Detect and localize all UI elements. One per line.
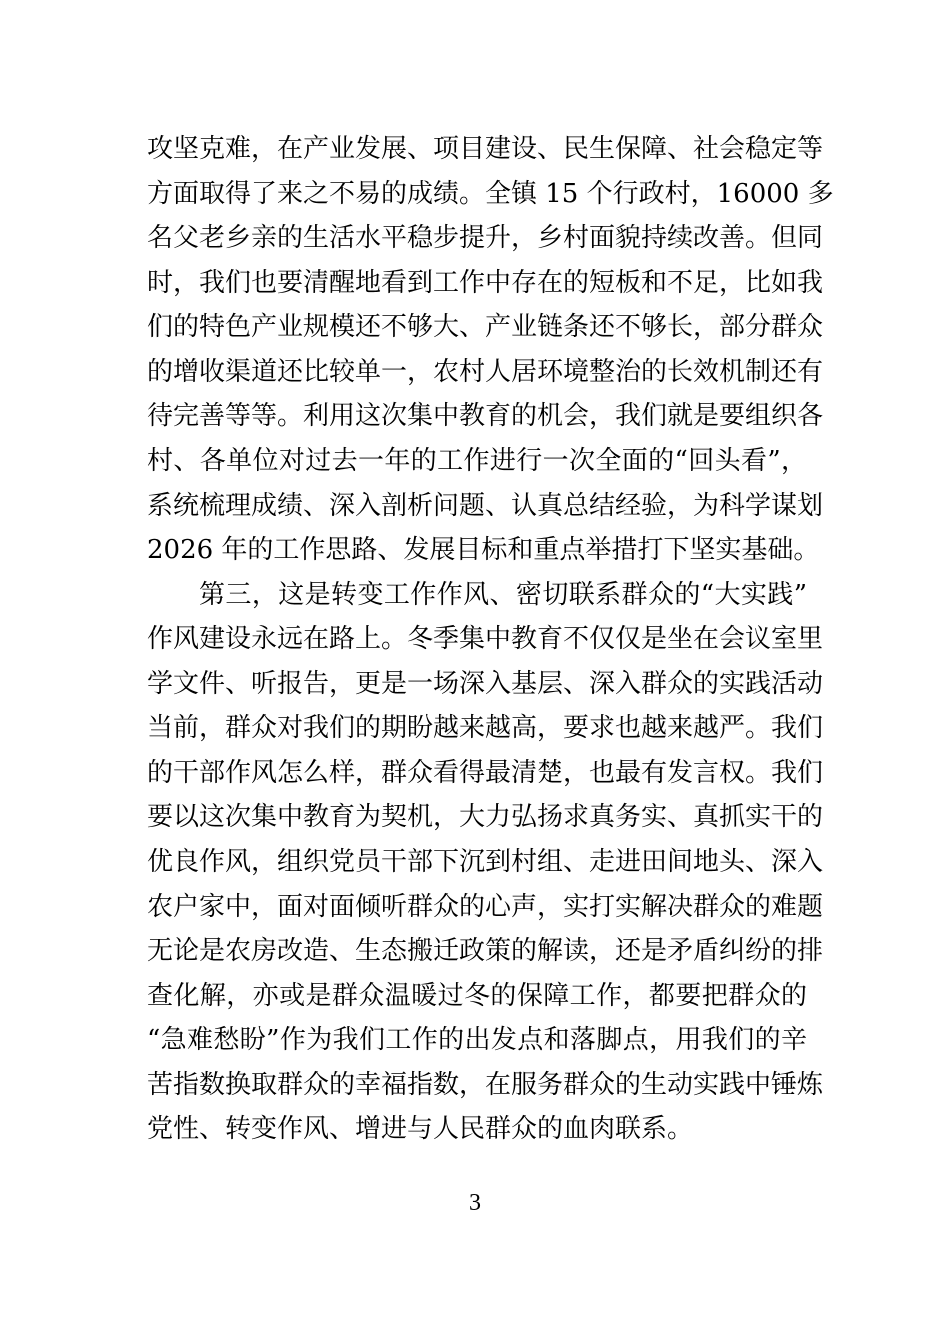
paragraph-2-line-4: 当前，群众对我们的期盼越来越高，要求也越来越严。我们 — [147, 713, 824, 743]
paragraph-2-line-3: 学文件、听报告，更是一场深入基层、深入群众的实践活动 — [147, 669, 824, 699]
paragraph-1-line-4: 时，我们也要清醒地看到工作中存在的短板和不足，比如我 — [147, 268, 824, 298]
paragraph-2-line-11: “急难愁盼”作为我们工作的出发点和落脚点，用我们的辛 — [147, 1025, 807, 1055]
paragraph-2-line-12: 苦指数换取群众的幸福指数，在服务群众的生动实践中锤炼 — [147, 1070, 824, 1100]
paragraph-1-line-9: 系统梳理成绩、深入剖析问题、认真总结经验，为科学谋划 — [147, 491, 824, 521]
page-number: 3 — [469, 1190, 481, 1216]
paragraph-2-line-8: 农户家中，面对面倾听群众的心声，实打实解决群众的难题 — [147, 892, 824, 922]
paragraph-1-line-2: 方面取得了来之不易的成绩。全镇 15 个行政村，16000 多 — [147, 179, 834, 209]
paragraph-1-line-7: 待完善等等。利用这次集中教育的机会，我们就是要组织各 — [147, 401, 824, 431]
paragraph-1-line-6: 的增收渠道还比较单一，农村人居环境整治的长效机制还有 — [147, 357, 824, 387]
paragraph-2-line-1: 第三，这是转变工作作风、密切联系群众的“大实践” — [199, 580, 807, 610]
paragraph-2-line-9: 无论是农房改造、生态搬迁政策的解读，还是矛盾纠纷的排 — [147, 936, 824, 966]
paragraph-1-line-10: 2026 年的工作思路、发展目标和重点举措打下坚实基础。 — [147, 535, 820, 565]
paragraph-2-line-10: 查化解，亦或是群众温暖过冬的保障工作，都要把群众的 — [147, 981, 807, 1011]
paragraph-2-line-13: 党性、转变作风、增进与人民群众的血肉联系。 — [147, 1114, 694, 1144]
paragraph-1-line-5: 们的特色产业规模还不够大、产业链条还不够长，部分群众 — [147, 312, 824, 342]
paragraph-2-line-5: 的干部作风怎么样，群众看得最清楚，也最有发言权。我们 — [147, 758, 824, 788]
paragraph-2-line-2: 作风建设永远在路上。冬季集中教育不仅仅是坐在会议室里 — [147, 624, 824, 654]
paragraph-1-line-1: 攻坚克难，在产业发展、项目建设、民生保障、社会稳定等 — [147, 134, 824, 164]
paragraph-1-line-3: 名父老乡亲的生活水平稳步提升，乡村面貌持续改善。但同 — [147, 223, 824, 253]
paragraph-2-line-6: 要以这次集中教育为契机，大力弘扬求真务实、真抓实干的 — [147, 802, 824, 832]
paragraph-1-line-8: 村、各单位对过去一年的工作进行一次全面的“回头看”， — [147, 446, 807, 476]
paragraph-2-line-7: 优良作风，组织党员干部下沉到村组、走进田间地头、深入 — [147, 847, 824, 877]
